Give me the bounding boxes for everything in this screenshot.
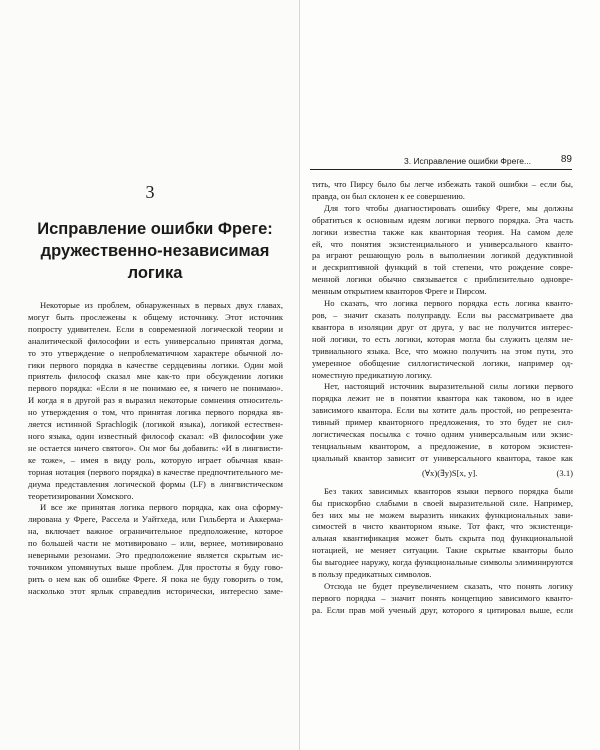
text-line: Для того чтобы диагностировать ошибку Фреге, мы должны [324, 202, 573, 213]
text-line: торная нотация (первого порядка) в качестве предпочтительного ме- [28, 466, 283, 477]
text-line: ного языка, один известный философ сказал: «В философии уже [28, 430, 283, 441]
text-line: Без таких зависимых кванторов языки первого порядка были [324, 485, 573, 496]
text-line: гики первого порядка в качестве сердцевины логики. Один мой [28, 359, 283, 370]
right-body-text [312, 179, 573, 617]
text-line: нотацией, не меняет ситуации. Такие скрытые кванторы было [312, 545, 573, 556]
text-line: попросту удивителен. Если в современной логической теории и [28, 323, 283, 334]
text-line: но утверждения о том, что принятая логика первого порядка яв- [28, 407, 283, 418]
text-line: зависимого квантора. Если вы хотите даль простой, но репрезента- [312, 405, 573, 416]
text-line: на, включает важное ограничительное предположение, которое [28, 526, 283, 537]
text-line: и дескриптивной функций в той степени, что рождение совре- [312, 262, 573, 273]
formula-row [312, 465, 573, 481]
text-line: приятель философ сказал мне как-то при обсуждении логики [28, 371, 283, 382]
page-number: 89 [560, 154, 572, 165]
text-line: тенциальным квантором, а предложение, в котором экзистен- [312, 440, 573, 451]
text-line: в пользу предикатных символов. [312, 569, 432, 580]
text-line: аналитической философии и есть универсально принятая догма, [28, 335, 283, 346]
text-line: ке тоже», – имея в виду роль, которую играет обычная кван- [28, 454, 283, 465]
text-line: квантора в изоляции друг от друга, у вас не получится интерес- [312, 321, 573, 332]
running-head [310, 156, 572, 170]
text-line: ра играют решающую роль в выполнении логикой дедуктивной [312, 250, 573, 261]
text-line: тивный пример кванторного предложения, то это будет не сил- [312, 417, 573, 428]
text-line: тривиального языка. Все, что можно получить на этом пути, это [312, 345, 573, 356]
text-line: ей, что понятия экзистенциального и универсального кванто- [312, 238, 573, 249]
text-line: Отсюда не будет преувеличением сказать, что понять логику [324, 581, 573, 591]
text-line: диума представления логической формы (LF) в лингвистическом [28, 478, 283, 489]
running-head-title: 3. Исправление ошибки Фреге... [404, 156, 532, 166]
text-line: ров, – значит сказать полуправду. Если вы рассматриваете два [312, 309, 573, 320]
text-line: ной логики, то есть логики, которая могла бы служить целям не- [312, 333, 573, 344]
text-line: Нет, настоящий источник выразительной силы логики первого [324, 381, 573, 392]
text-line: насколько этот ярлык справедлив исторически, интересно заме- [28, 585, 283, 596]
text-line: логистическая посылка с точно одним универсальным или экзис- [312, 429, 573, 440]
text-line: точником упомянутых выше проблем. Для простоты я буду гово- [28, 561, 283, 572]
text-line: неверными резонами. Это предположение является скрытым ис- [28, 550, 283, 561]
chapter-title-line-1: Исправление ошибки Фреге: [37, 220, 273, 238]
text-line: логики известна также как кванторная теория. На самом деле [312, 226, 573, 237]
text-line: порядка лежит не в понятии квантора как таковом, но в идее [312, 393, 573, 404]
text-line: теоретизировании Хомского. [28, 490, 134, 501]
text-line: И когда я в другой раз я выразил некоторые сомнения относитель- [28, 395, 283, 406]
text-line: рить о нем как об ошибке Фреге. Я пока не буду говорить о том, [28, 573, 283, 584]
text-line: менным открытием кванторов Фреге и Пирсом. [312, 286, 487, 297]
text-line: симостей в чисто кванторном языке. Тот факт, что экзистенци- [312, 521, 573, 532]
text-line: обратиться к основным идеям логики первого порядка. Эта часть [312, 214, 573, 225]
text-line: номестную предикатную логику. [312, 369, 433, 380]
text-line: не остается ничего святого». Он мог бы добавить: «И в лингвисти- [28, 442, 283, 453]
text-line: лирована у Фреге, Рассела и Уайтхеда, или Гильберта и Аккерма- [28, 514, 283, 525]
text-line: могут быть прослежены к общему источнику. Этот источник [28, 311, 283, 322]
formula-number: (3.1) [556, 467, 573, 478]
text-line: ра. Если прав мой ученый друг, которого я цитировал выше, если [312, 604, 573, 615]
text-line: циальный квантор зависит от универсального квантора, такое как [312, 452, 573, 463]
chapter-number: 3 [145, 182, 155, 202]
chapter-title-line-2: дружественно-независимая логика [40, 242, 270, 282]
text-line: бы прискорбно слабыми в своей выразительной силе. Например, [312, 497, 573, 508]
chapter-title [20, 218, 290, 284]
text-line: Некоторые из проблем, обнаруженных в первых двух главах, [40, 300, 283, 310]
left-body-text [28, 300, 283, 598]
text-line: правда, он был склонен к ее совершению. [312, 190, 465, 201]
text-line: ляется истинной Sprachlogik (логикой языка), логикой естествен- [28, 419, 283, 430]
text-line: менной логики обычно связывается с приблизительно одновре- [312, 274, 573, 285]
text-line: умеренное обобщение силлогистической логики, например од- [312, 357, 573, 368]
text-line: альная квантификация может быть скрыта под функциональной [312, 533, 573, 544]
text-line: по большей части не мотивировано – или, вернее, мотивировано [28, 538, 283, 549]
text-line: Но сказать, что логика первого порядка есть логика кванто- [324, 298, 573, 309]
text-line: И все же принятая логика первого порядка, как она сформу- [40, 502, 283, 513]
text-line: без них мы не можем выразить никаких функциональных зави- [312, 509, 573, 520]
text-line: первого порядка: «Если я не понимаю ее, я ничего не понимаю». [28, 383, 283, 394]
formula: (∀x)(∃y)S[x, y]. [422, 467, 478, 478]
text-line: то это утверждение о непроблематичном характере обычной ло- [28, 347, 283, 358]
text-line: бы выгоднее наружу, когда функциональные символы элиминируются [312, 557, 573, 568]
text-line: первого порядка – значит понять концепцию зависимого кванто- [312, 592, 573, 603]
text-line: тить, что Пирсу было бы легче избежать такой ошибки – если бы, [312, 179, 573, 189]
